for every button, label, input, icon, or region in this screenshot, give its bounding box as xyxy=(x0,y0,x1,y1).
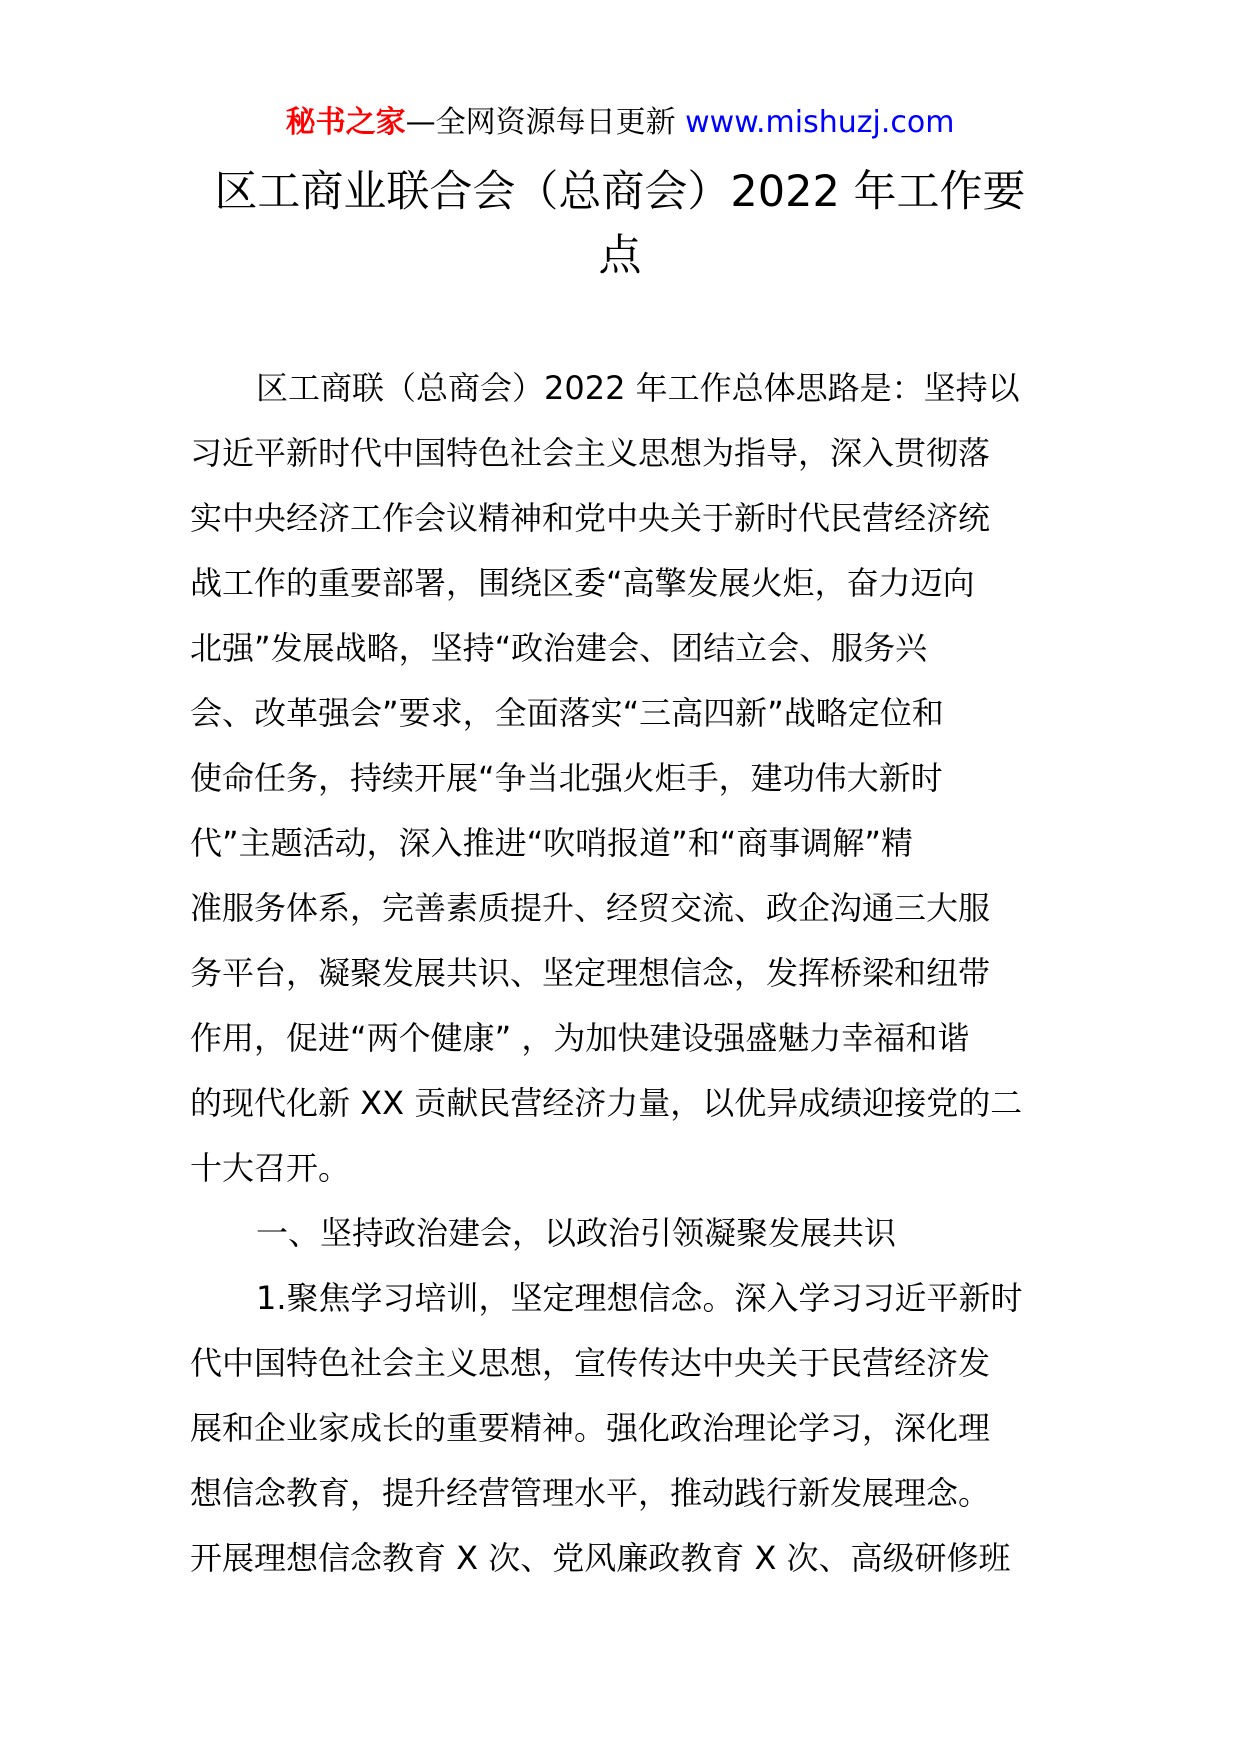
body-line: 作用，促进“两个健康” ，为加快建设强盛魅力幸福和谐 xyxy=(190,1019,970,1057)
body-line: 战工作的重要部署，围绕区委“高擎发展火炬，奋力迈向 xyxy=(190,564,975,602)
body-line: 展和企业家成长的重要精神。强化政治理论学习，深化理 xyxy=(190,1409,991,1447)
title-line-1: 区工商业联合会（总商会）2022 年工作要 xyxy=(214,167,1026,217)
site-tagline: —全网资源每日更新 xyxy=(405,105,676,140)
body-line: 北强”发展战略，坚持“政治建会、团结立会、服务兴 xyxy=(190,629,928,667)
body-line: 区工商联（总商会）2022 年工作总体思路是：坚持以 xyxy=(256,369,1020,407)
body-line: 1.聚焦学习培训，坚定理想信念。深入学习习近平新时 xyxy=(256,1279,1023,1317)
site-header xyxy=(0,103,1240,143)
brand-name: 秘书之家 xyxy=(285,105,406,140)
body-line: 准服务体系，完善素质提升、经贸交流、政企沟通三大服 xyxy=(190,889,991,927)
document-title xyxy=(150,160,1090,288)
body-line: 代中国特色社会主义思想，宣传传达中央关于民营经济发 xyxy=(190,1344,991,1382)
body-line: 务平台，凝聚发展共识、坚定理想信念，发挥桥梁和纽带 xyxy=(190,954,991,992)
section-heading: 一、坚持政治建会，以政治引领凝聚发展共识 xyxy=(256,1214,897,1252)
body-line: 十大召开。 xyxy=(190,1149,351,1187)
body-line: 的现代化新 XX 贡献民营经济力量，以优异成绩迎接党的二 xyxy=(190,1084,1023,1122)
body-line: 会、改革强会”要求，全面落实“三高四新”战略定位和 xyxy=(190,694,944,732)
body-line: 使命任务，持续开展“争当北强火炬手，建功伟大新时 xyxy=(190,759,943,797)
title-line-2: 点 xyxy=(598,231,642,281)
body-line: 代”主题活动，深入推进“吹哨报道”和“商事调解”精 xyxy=(190,824,913,862)
body-line: 开展理想信念教育 X 次、党风廉政教育 X 次、高级研修班 xyxy=(190,1539,1011,1577)
body-line: 想信念教育，提升经营管理水平，推动践行新发展理念。 xyxy=(190,1474,991,1512)
document-body xyxy=(190,356,1070,1591)
body-line: 实中央经济工作会议精神和党中央关于新时代民营经济统 xyxy=(190,499,991,537)
body-line: 习近平新时代中国特色社会主义思想为指导，深入贯彻落 xyxy=(190,434,991,472)
site-url-link[interactable]: www.mishuzj.com xyxy=(685,105,955,140)
